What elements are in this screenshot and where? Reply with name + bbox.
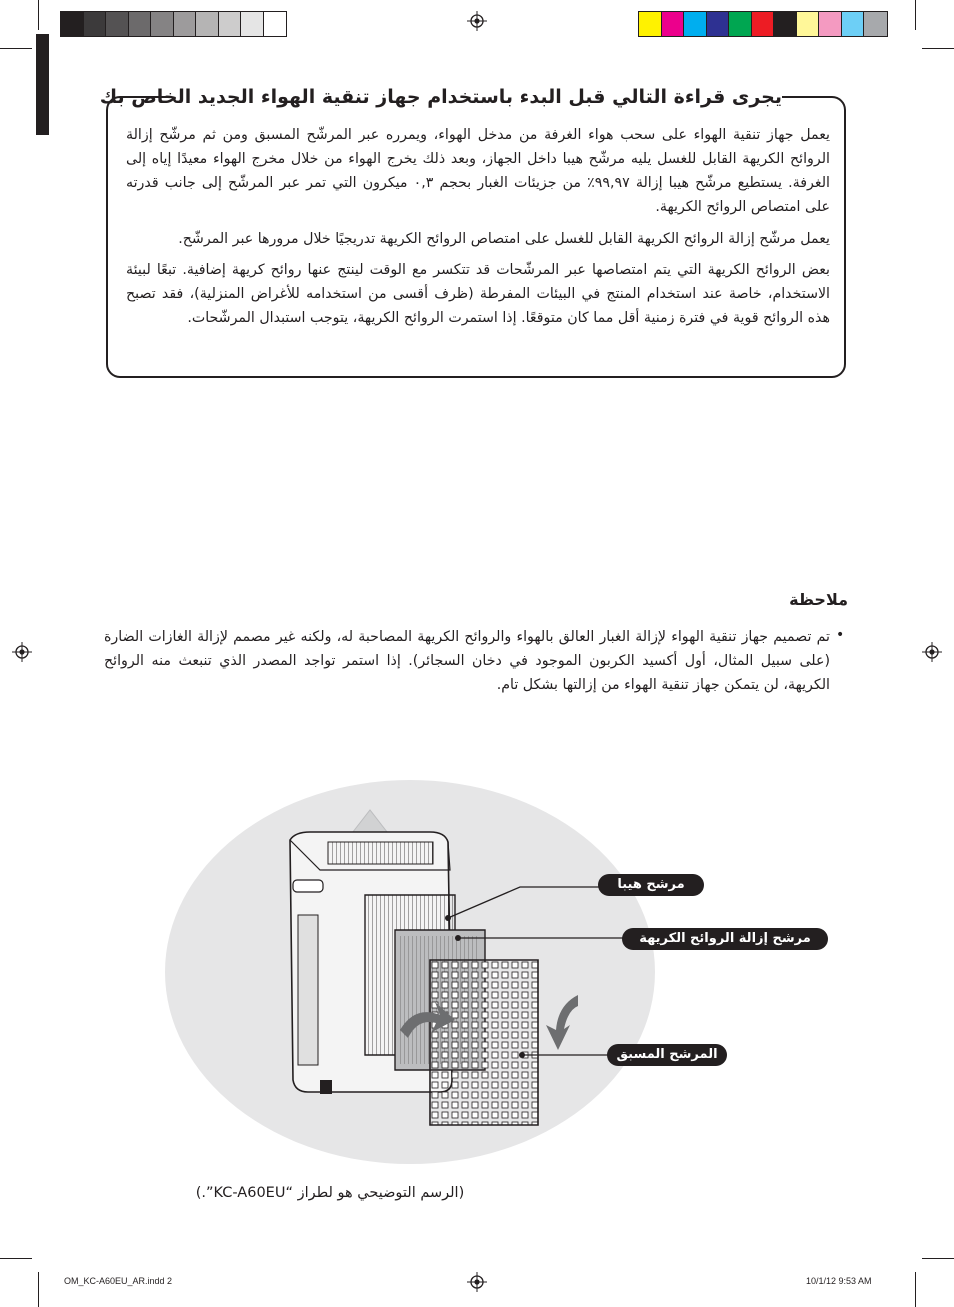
color-swatch (752, 12, 775, 36)
color-swatch (662, 12, 685, 36)
info-box-title: يجرى قراءة التالي قبل البدء باستخدام جهاز تنقية الهواء الجديد الخاص بك (170, 82, 782, 112)
pre-filter-label: المرشح المسبق (607, 1044, 727, 1066)
registration-mark-icon (467, 1272, 487, 1292)
crop-mark (915, 1272, 916, 1307)
color-swatch (84, 12, 107, 36)
color-swatch (241, 12, 264, 36)
color-swatch (774, 12, 797, 36)
note-body: تم تصميم جهاز تنقية الهواء لإزالة الغبار العالق بالهواء والروائح الكريهة المصاحبة له، ولكنه غير مصمم لإزالة الغازات الضارة (على سبيل المثال، أول أكسيد الكربون الموجود في دخان السجائر). إذا استمر تواجد المصدر الذي تنبعث منه الروائح الكريهة، لن يتمكن جهاز تنقية الهواء من إزالتها بشكل تام. (104, 629, 830, 693)
illustration-caption: (الرسم التوضيحي هو لطراز “KC-A60EU”.) (195, 1185, 465, 1201)
crop-mark (922, 1258, 954, 1259)
air-purifier-filter-illustration (160, 780, 860, 1180)
color-swatch (264, 12, 287, 36)
crop-mark (38, 1272, 39, 1307)
registration-mark-icon (922, 642, 942, 662)
color-swatch (174, 12, 197, 36)
color-swatch (864, 12, 887, 36)
crop-mark (0, 48, 32, 49)
color-swatch (61, 12, 84, 36)
color-swatch (819, 12, 842, 36)
color-swatch (196, 12, 219, 36)
cmyk-color-bar (638, 11, 888, 37)
color-swatch (106, 12, 129, 36)
grayscale-color-bar (60, 11, 287, 37)
bullet-icon: • (836, 627, 845, 643)
pre-filter (430, 960, 538, 1125)
color-swatch (219, 12, 242, 36)
footer-file-name: OM_KC-A60EU_AR.indd 2 (64, 1276, 173, 1286)
info-paragraph-1: يعمل جهاز تنقية الهواء على سحب هواء الغرفة من مدخل الهواء، ويمرره عبر المرشّح المسبق ومن ثم مرشّح إزالة الروائح الكريهة القابل للغسل يليه مرشّح هيبا داخل الجهاز، وبعد ذلك يخرج الهواء من خلال مخرج الهواء معيدًا إياه إلى الغرفة. يستطيع مرشّح هيبا إزالة ٩٩,٩٧٪ من جزيئات الغبار بحجم ٠,٣ ميكرون التي تمر عبر المرشّح إلى جانب قدرته على امتصاص الروائح الكريهة. (126, 127, 830, 215)
registration-mark-icon (467, 11, 487, 31)
note-heading: ملاحظة (789, 590, 848, 609)
info-paragraph-3: بعض الروائح الكريهة التي يتم امتصاصها عبر المرشّحات قد تتكسر مع الوقت لينتج عنها روائح كريهة إضافية. تبعًا لبيئة الاستخدام، خاصة عند استخدام المنتج في البيئات المفرطة (ظرف أقسى من استخدامه للأغراض المنزلية)، فقد تصبح هذه الروائح قوية في فترة زمنية أقل مما كان متوقعًا. إذا استمرت الروائح الكريهة، يتوجب استبدال المرشّحات. (126, 262, 830, 326)
footer-timestamp: 10/1/12 9:53 AM (806, 1276, 872, 1286)
crop-mark (915, 0, 916, 30)
crop-mark (0, 1258, 32, 1259)
registration-mark-icon (12, 642, 32, 662)
language-tab-marker (36, 34, 49, 135)
crop-mark (922, 48, 954, 49)
color-swatch (707, 12, 730, 36)
color-swatch (129, 12, 152, 36)
hepa-filter-label: مرشح هيبا (598, 874, 704, 896)
color-swatch (639, 12, 662, 36)
deodorizing-filter-label: مرشح إزالة الروائح الكريهة (622, 928, 828, 950)
crop-mark (38, 0, 39, 30)
color-swatch (684, 12, 707, 36)
info-paragraph-2: يعمل مرشّح إزالة الروائح الكريهة القابل للغسل على امتصاص الروائح الكريهة تدريجيًا خلال مرورها عبر المرشّح. (178, 231, 830, 247)
color-swatch (729, 12, 752, 36)
color-swatch (797, 12, 820, 36)
color-swatch (151, 12, 174, 36)
color-swatch (842, 12, 865, 36)
